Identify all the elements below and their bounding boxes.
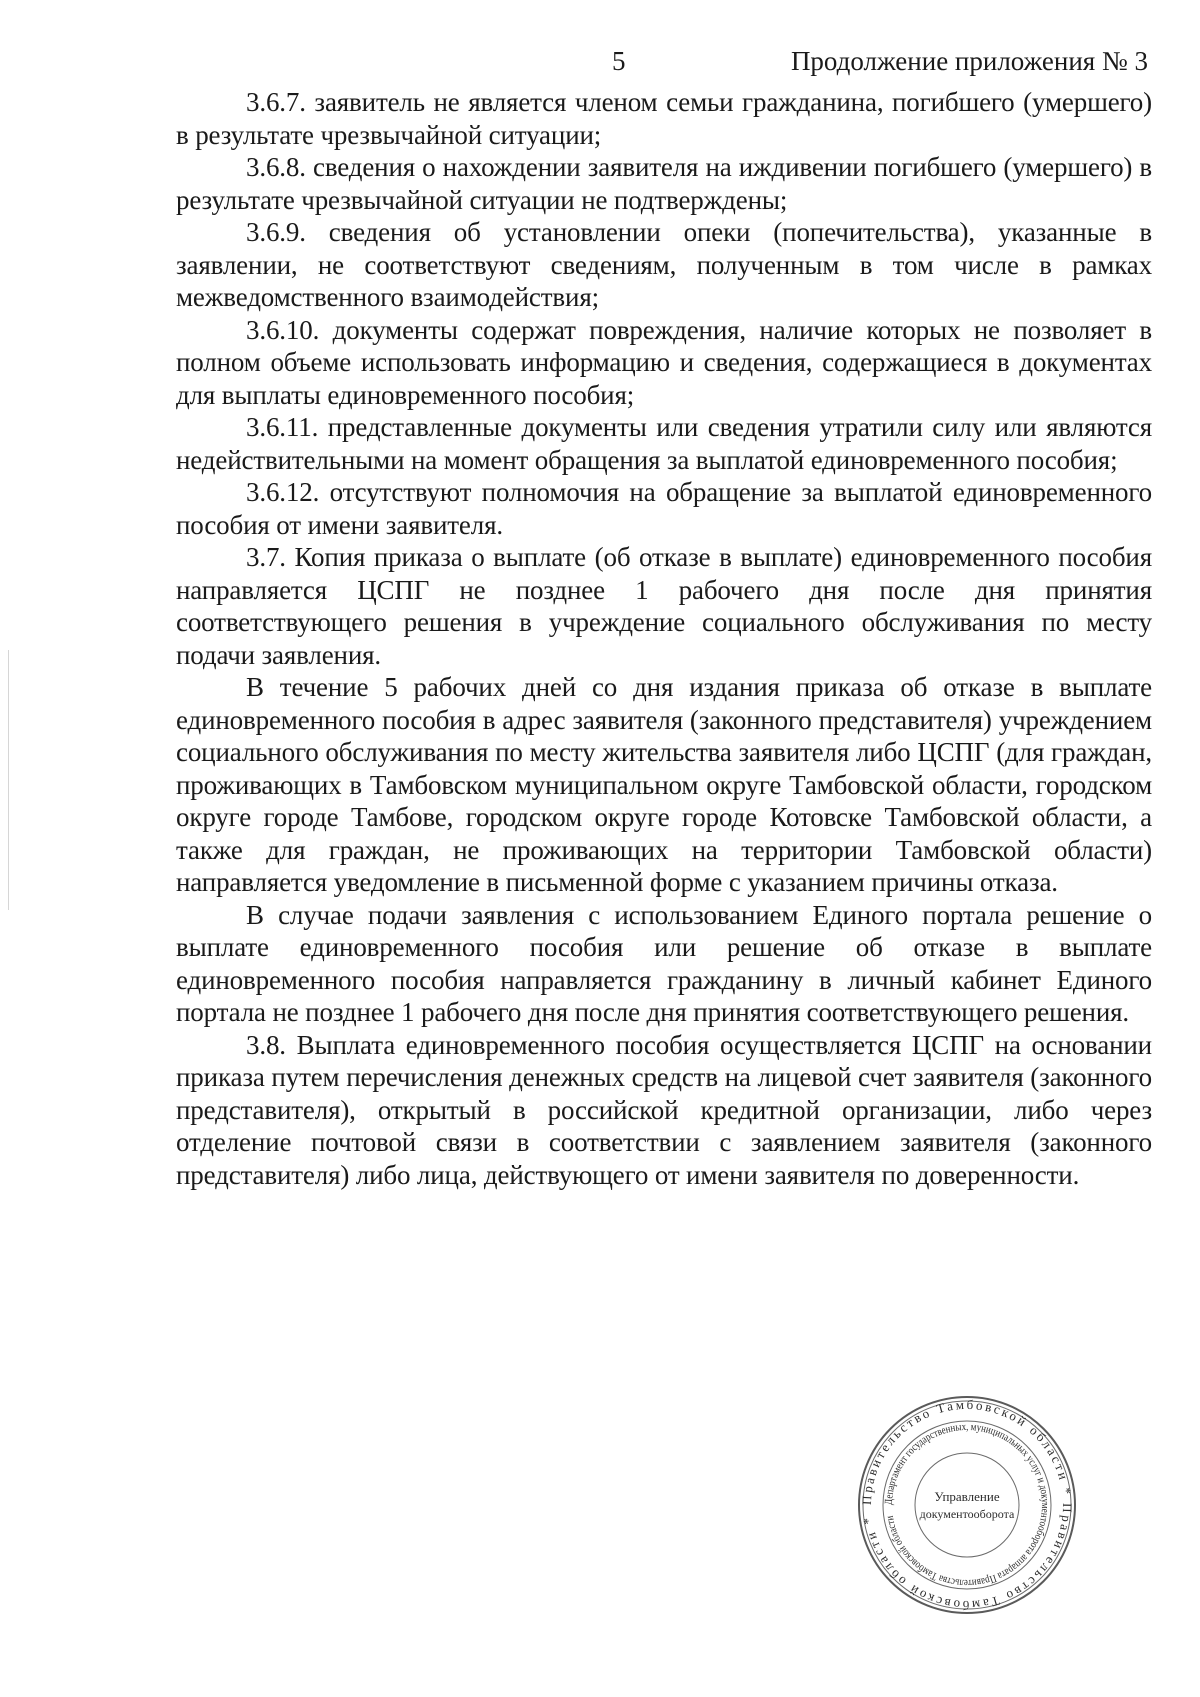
scan-margin-line	[8, 650, 9, 910]
paragraph-portal: В случае подачи заявления с использованием Единого портала решение о выплате единовременного пособия или решение об отказе в выплате единовременного пособия направляется гражданину в личный кабинет Единого портала не позднее 1 рабочего дня после дня принятия соответствующего решения.	[176, 899, 1152, 1027]
stamp-outer-text: Правительство Тамбовской области * Правительство Тамбовской области *	[858, 1396, 1076, 1614]
paragraph-3-8: 3.8. Выплата единовременного пособия осуществляется ЦСПГ на основании приказа путем перечисления денежных средств на лицевой счет заявителя (законного представителя), открытый в российской кредитной организации, либо через отделение почтовой связи в соответствии с заявлением заявителя (законного представителя) либо лица, действующего от имени заявителя по доверенности.	[176, 1029, 1152, 1190]
appendix-note: Продолжение приложения № 3	[790, 46, 1148, 76]
paragraph-3-6-10: 3.6.10. документы содержат повреждения, наличие которых не позволяет в полном объеме использовать информацию и сведения, содержащиеся в документах для выплаты единовременного пособия;	[176, 314, 1152, 410]
document-body	[176, 86, 1152, 1191]
paragraph-3-6-8: 3.6.8. сведения о нахождении заявителя на иждивении погибшего (умершего) в результате чрезвычайной ситуации не подтверждены;	[176, 152, 1152, 215]
paragraph-notice: В течение 5 рабочих дней со дня издания приказа об отказе в выплате единовременного пособия в адрес заявителя (законного представителя) учреждением социального обслуживания по месту жительства заявителя либо ЦСПГ (для граждан, проживающих в Тамбовском муниципальном округе Тамбовской области, городском округе городе Тамбове, городском округе городе Котовске Тамбовской области, а также для граждан, не проживающих на территории Тамбовской области) направляется уведомление в письменной форме с указанием причины отказа.	[176, 672, 1152, 897]
paragraph-3-6-9: 3.6.9. сведения об установлении опеки (попечительства), указанные в заявлении, не соответствуют сведениям, полученным в том числе в рамках межведомственного взаимодействия;	[176, 217, 1152, 312]
paragraph-3-6-7: 3.6.7. заявитель не является членом семьи гражданина, погибшего (умершего) в результате чрезвычайной ситуации;	[176, 87, 1152, 150]
stamp-center-line2: документооборота	[919, 1507, 1015, 1521]
official-stamp	[856, 1394, 1078, 1616]
paragraph-3-6-11: 3.6.11. представленные документы или сведения утратили силу или являются недействительными на момент обращения за выплатой единовременного пособия;	[176, 412, 1152, 475]
page-number: 5	[612, 46, 626, 76]
paragraph-3-7: 3.7. Копия приказа о выплате (об отказе в выплате) единовременного пособия направляется ЦСПГ не позднее 1 рабочего дня после дня принятия соответствующего решения в учреждение социального обслуживания по месту подачи заявления.	[176, 542, 1152, 670]
stamp-center-line1: Управление	[934, 1489, 1000, 1504]
stamp-center-circle	[915, 1453, 1019, 1557]
paragraph-3-6-12: 3.6.12. отсутствуют полномочия на обращение за выплатой единовременного пособия от имени заявителя.	[176, 477, 1152, 540]
stamp-inner-text: Департамент государственных, муниципальных услуг и документооборота аппарата Правительства Тамбовской области	[882, 1420, 1052, 1590]
